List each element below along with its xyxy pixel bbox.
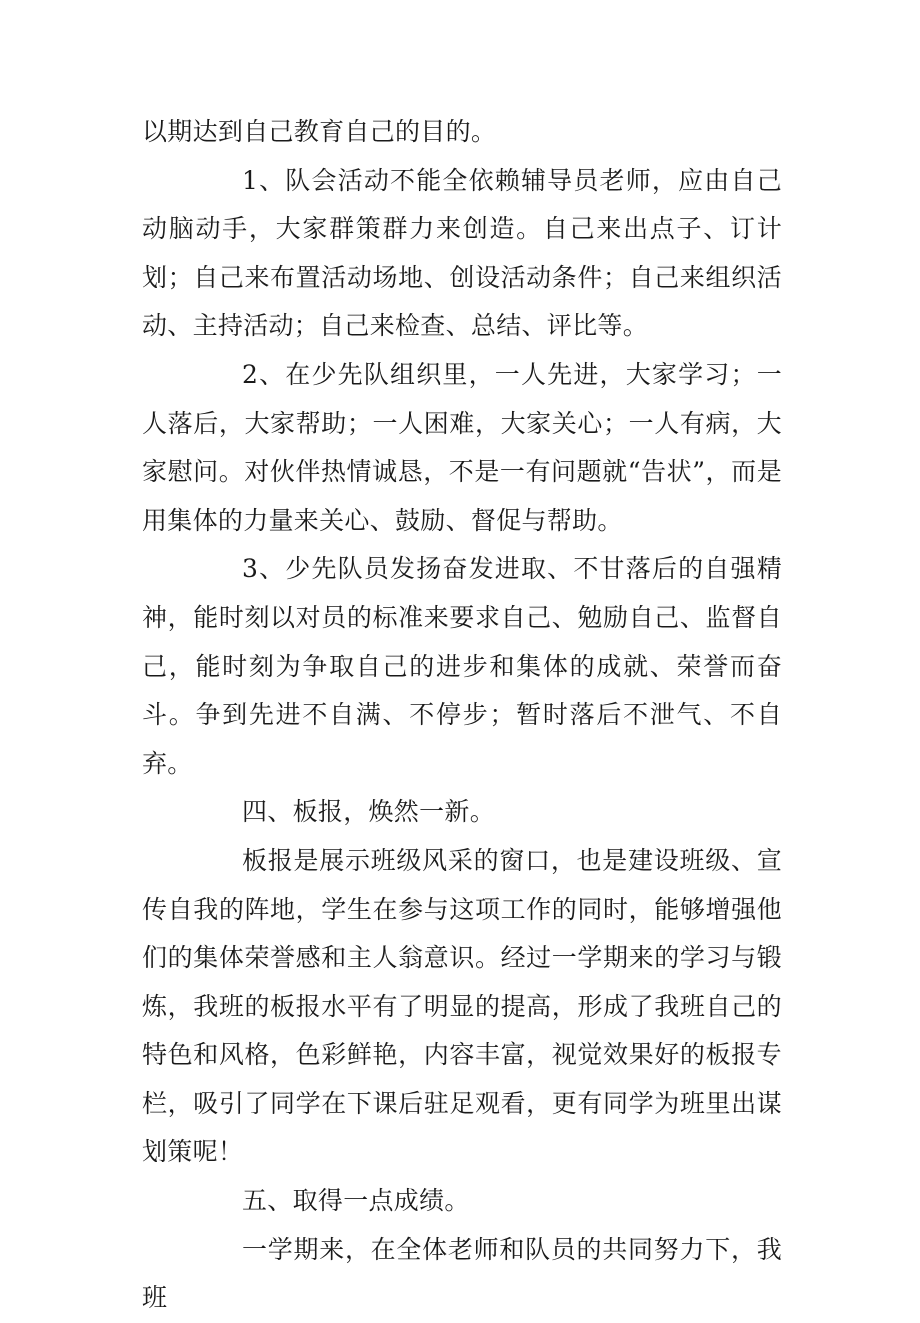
paragraph-blackboard: 板报是展示班级风采的窗口，也是建设班级、宣传自我的阵地，学生在参与这项工作的同时，能够增强他们的集体荣誉感和主人翁意识。经过一学期来的学习与锻炼，我班的板报水平有了明显的提高，形成了我班自己的特色和风格，色彩鲜艳，内容丰富，视觉效果好的板报专栏，吸引了同学在下课后驻足观看，更有同学为班里出谋划策呢！: [142, 845, 782, 1167]
paragraph-continuation: 以期达到自己教育自己的目的。: [142, 117, 497, 146]
paragraph-achievements: 一学期来，在全体老师和队员的共同努力下，我班: [142, 1234, 782, 1313]
paragraph-item-3: 3、少先队员发扬奋发进取、不甘落后的自强精神，能时刻以对员的标准来要求自己、勉励自己、监督自己，能时刻为争取自己的进步和集体的成就、荣誉而奋斗。争到先进不自满、不停步；暂时落后不泄气、不自弃。: [142, 554, 782, 778]
paragraph-item-2: 2、在少先队组织里，一人先进，大家学习；一人落后，大家帮助；一人困难，大家关心；一人有病，大家慰问。对伙伴热情诚恳，不是一有问题就“告状”，而是用集体的力量来关心、鼓励、督促与帮助。: [142, 359, 782, 535]
section-heading-blackboard: 四、板报，焕然一新。: [242, 797, 496, 827]
section-heading-achievements: 五、取得一点成绩。: [242, 1186, 470, 1216]
document-body: [142, 108, 782, 1323]
paragraph-item-1: 1、队会活动不能全依赖辅导员老师，应由自己动脑动手，大家群策群力来创造。自己来出点子、订计划；自己来布置活动场地、创设活动条件；自己来组织活动、主持活动；自己来检查、总结、评比等。: [142, 165, 782, 341]
